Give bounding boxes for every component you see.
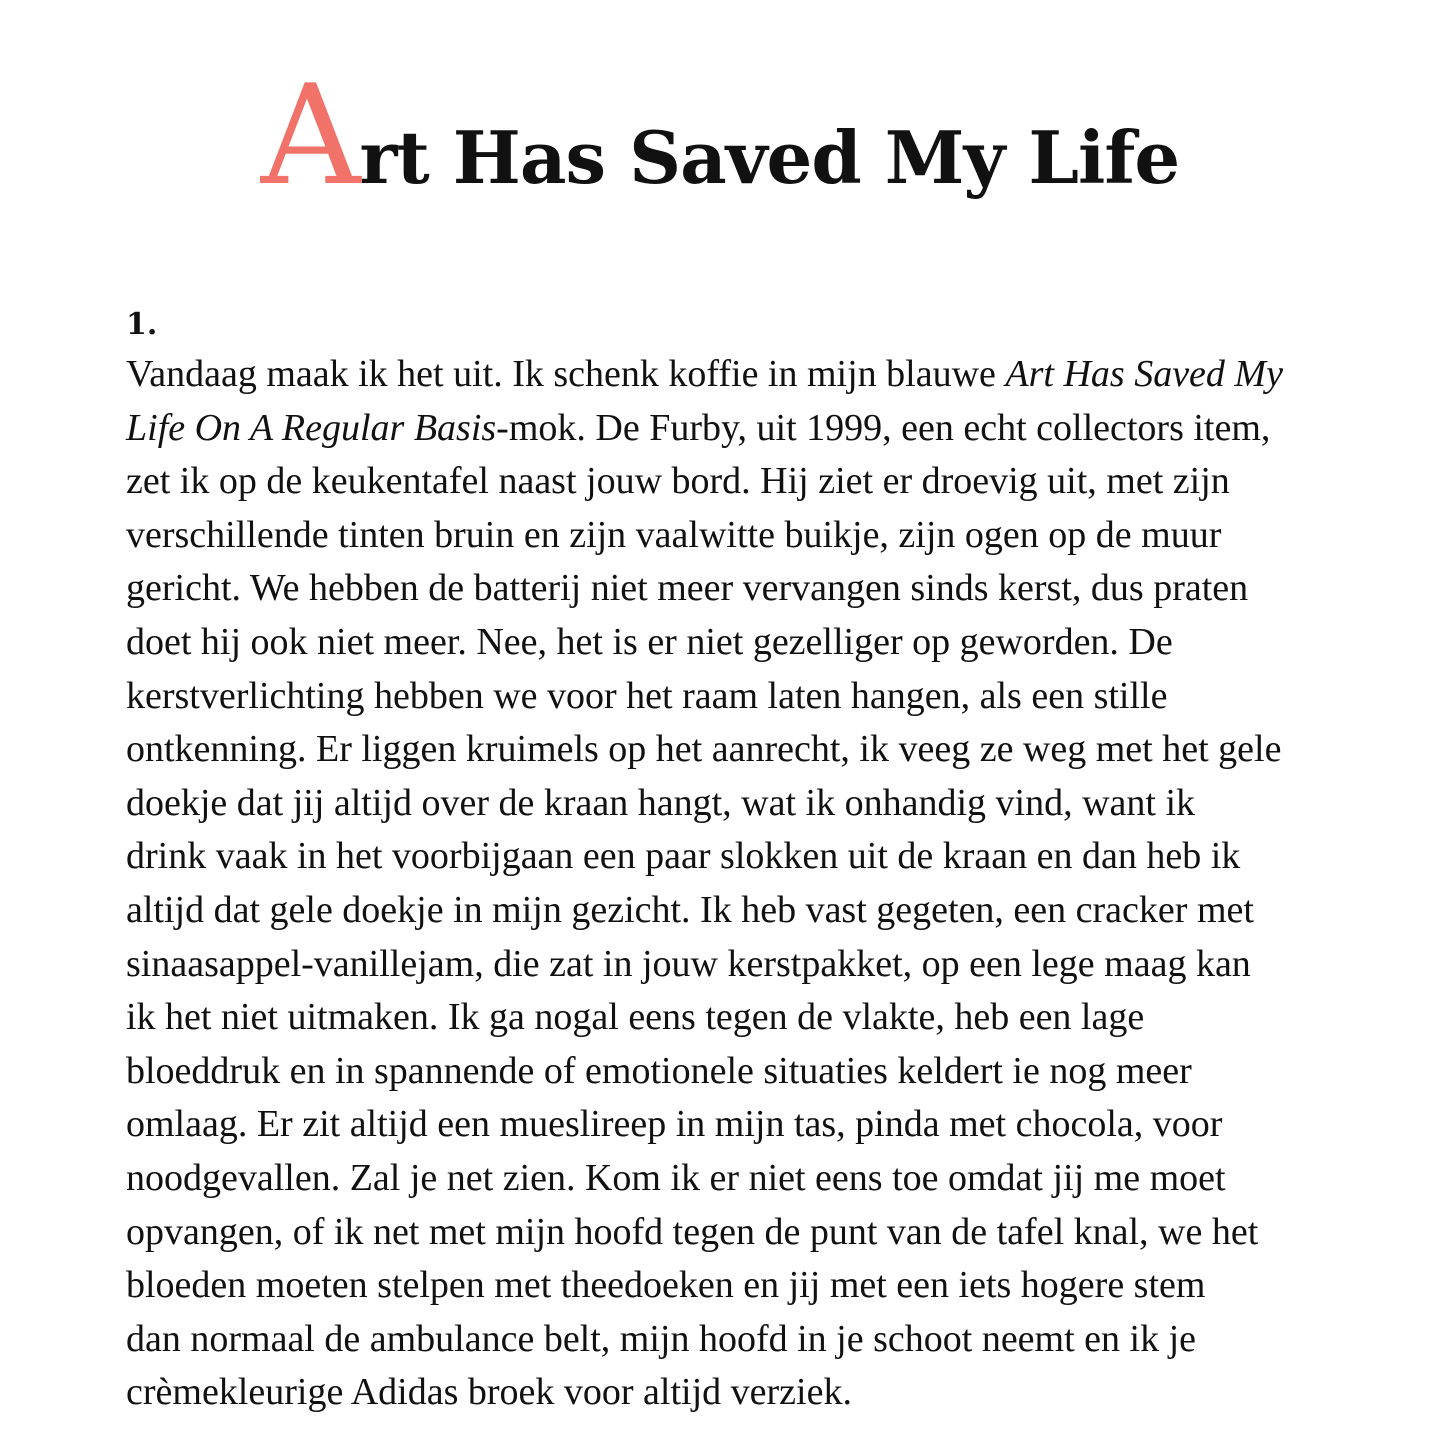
text-line: bloeddruk en in spannende of emotionele situaties keldert ie nog meer — [126, 1049, 1192, 1092]
section-number: 1. — [126, 307, 158, 342]
title-drop-cap: A — [260, 55, 360, 217]
text-line — [126, 402, 1376, 456]
text-line: bloeden moeten stelpen met theedoeken en jij met een iets hogere stem — [126, 1264, 1206, 1307]
text-line: gericht. We hebben de batterij niet meer vervangen sinds kerst, dus praten — [126, 567, 1249, 610]
text-run: -mok. De Furby, uit 1999, een echt collectors item, — [496, 406, 1271, 449]
text-line: noodgevallen. Zal je net zien. Kom ik er niet eens toe omdat jij me moet — [126, 1156, 1226, 1199]
text-line: kerstverlichting hebben we voor het raam laten hangen, als een stille — [126, 674, 1168, 717]
story-section — [126, 302, 1376, 1420]
text-line: verschillende tinten bruin en zijn vaalwitte buikje, zijn ogen op de muur — [126, 513, 1222, 556]
italic-title-run: Art Has Saved My — [1005, 353, 1283, 395]
text-run: Vandaag maak ik het uit. Ik schenk koffie in mijn blauwe — [126, 353, 1006, 395]
body-paragraph — [126, 348, 1376, 1420]
text-line: sinaasappel-vanillejam, die zat in jouw kerstpakket, op een lege maag kan — [126, 942, 1251, 985]
text-line: drink vaak in het voorbijgaan een paar slokken uit de kraan en dan heb ik — [126, 835, 1241, 878]
text-line: ontkenning. Er liggen kruimels op het aanrecht, ik veeg ze weg met het gele — [126, 728, 1282, 771]
text-line: dan normaal de ambulance belt, mijn hoofd in je schoot neemt en ik je — [126, 1317, 1197, 1360]
text-line: doekje dat jij altijd over de kraan hangt, wat ik onhandig vind, want ik — [126, 781, 1196, 824]
title-text: rt Has Saved My Life — [359, 115, 1180, 201]
text-line: ik het niet uitmaken. Ik ga nogal eens tegen de vlakte, heb een lage — [126, 996, 1145, 1039]
page-title — [0, 55, 1440, 228]
text-line — [126, 348, 1376, 402]
text-line: doet hij ook niet meer. Nee, het is er niet gezelliger op geworden. De — [126, 620, 1173, 663]
text-line: altijd dat gele doekje in mijn gezicht. Ik heb vast gegeten, een cracker met — [126, 888, 1254, 931]
text-line: omlaag. Er zit altijd een mueslireep in mijn tas, pinda met chocola, voor — [126, 1103, 1223, 1146]
text-line: zet ik op de keukentafel naast jouw bord. Hij ziet er droevig uit, met zijn — [126, 460, 1230, 503]
italic-title-run: Life On A Regular Basis — [126, 406, 497, 449]
text-line: opvangen, of ik net met mijn hoofd tegen de punt van de tafel knal, we het — [126, 1210, 1259, 1253]
text-line: crèmekleurige Adidas broek voor altijd verziek. — [126, 1371, 852, 1414]
